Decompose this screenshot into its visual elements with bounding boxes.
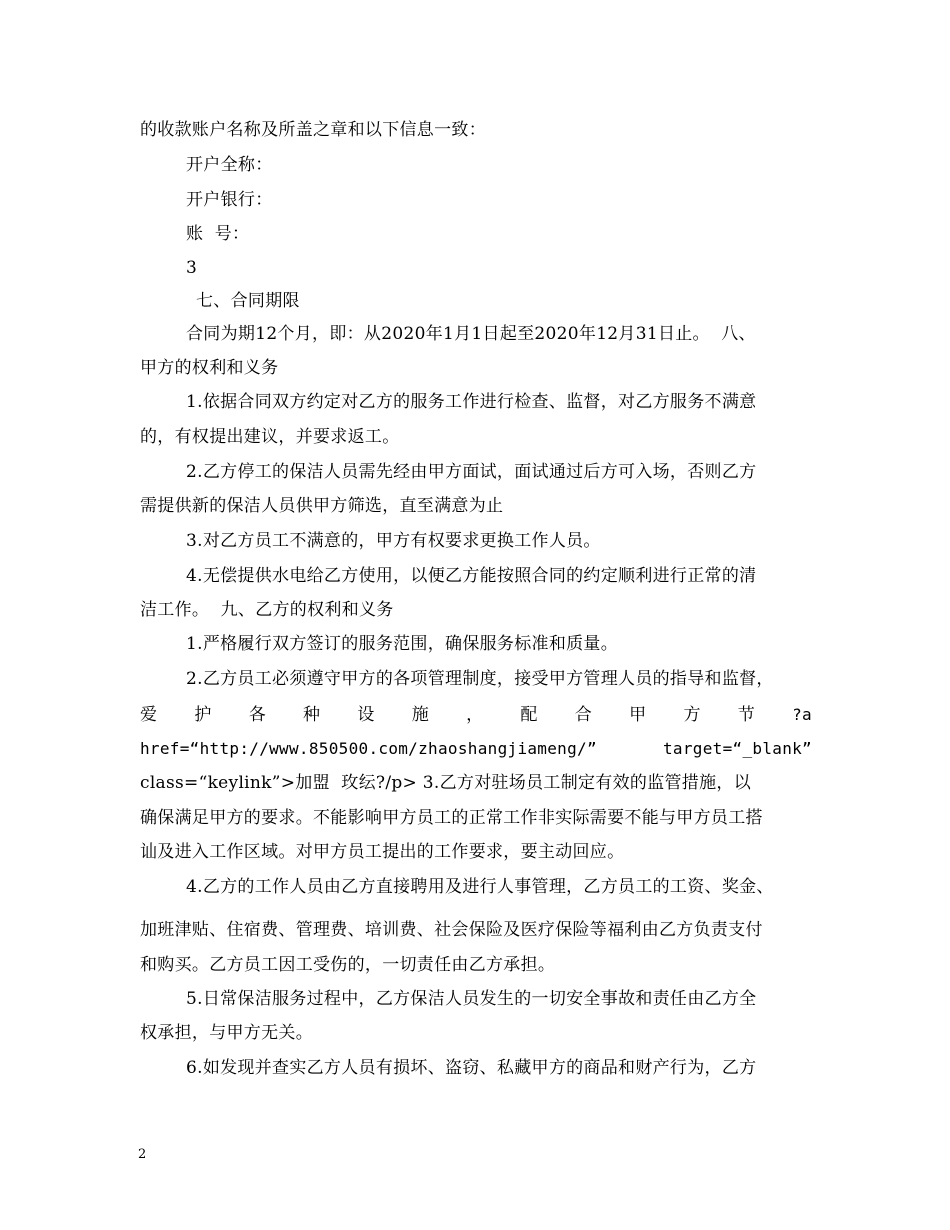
word: ， bbox=[466, 705, 484, 725]
word: 设 bbox=[357, 705, 375, 725]
text-line: class=“keylink”>加盟 玫纭?/p> 3.乙方对驻场员工制定有效的监管措施，以 bbox=[140, 773, 751, 793]
account-name-label: 开户全称： bbox=[186, 155, 273, 175]
code-line bbox=[140, 737, 812, 761]
text-line: 讪及进入工作区域。对甲方员工提出的工作要求，要主动回应。 bbox=[140, 842, 625, 862]
account-bank-label: 开户银行： bbox=[186, 190, 273, 210]
account-number-label: 账 号： bbox=[186, 224, 250, 244]
text-line: 4.乙方的工作人员由乙方直接聘用及进行人事管理，乙方员工的工资、奖金、 bbox=[186, 877, 774, 897]
word: 护 bbox=[194, 705, 212, 725]
word: 各 bbox=[248, 705, 266, 725]
text-line: 2.乙方停工的保洁人员需先经由甲方面试，面试通过后方可入场，否则乙方 bbox=[186, 462, 757, 482]
word: 爱 bbox=[140, 705, 158, 725]
word: ?a bbox=[792, 705, 812, 724]
justified-line bbox=[140, 703, 812, 727]
word: 合 bbox=[574, 705, 593, 725]
text-line: 的，有权提出建议，并要求返工。 bbox=[140, 427, 400, 447]
inline-number: 3 bbox=[186, 258, 198, 278]
text-line: 2.乙方员工必须遵守甲方的各项管理制度，接受甲方管理人员的指导和监督， bbox=[186, 669, 774, 689]
code-target: target=“_blank” bbox=[663, 739, 812, 758]
text-line: 4.无偿提供水电给乙方使用，以便乙方能按照合同的约定顺利进行正常的清 bbox=[186, 566, 757, 586]
text-line: 1.依据合同双方约定对乙方的服务工作进行检查、监督，对乙方服务不满意 bbox=[186, 392, 757, 412]
text-line: 确保满足甲方的要求。不能影响甲方员工的正常工作非实际需要不能与甲方员工搭 bbox=[140, 808, 763, 828]
text-line: 合同为期12个月，即：从2020年1月1日起至2020年12月31日止。 八、 bbox=[186, 324, 756, 344]
section-heading-party-a: 甲方的权利和义务 bbox=[140, 358, 279, 378]
text-line: 需提供新的保洁人员供甲方筛选，直至满意为止 bbox=[140, 496, 504, 516]
word: 节 bbox=[737, 705, 756, 725]
code-href: href=“http://www.850500.com/zhaoshangjiameng/” bbox=[140, 739, 597, 758]
word: 配 bbox=[520, 705, 538, 725]
word: 种 bbox=[303, 705, 321, 725]
text-line: 3.对乙方员工不满意的，甲方有权要求更换工作人员。 bbox=[186, 531, 601, 551]
page-number: 2 bbox=[138, 1147, 147, 1162]
word: 方 bbox=[683, 705, 701, 725]
section-heading-party-b: 洁工作。 九、乙方的权利和义务 bbox=[140, 600, 394, 620]
text-line: 5.日常保洁服务过程中，乙方保洁人员发生的一切安全事故和责任由乙方全 bbox=[186, 989, 757, 1009]
text-line: 1.严格履行双方签订的服务范围，确保服务标准和质量。 bbox=[186, 634, 619, 654]
word: 甲 bbox=[629, 705, 647, 725]
text-line: 6.如发现并查实乙方人员有损坏、盗窃、私藏甲方的商品和财产行为，乙方 bbox=[186, 1058, 757, 1078]
text-line: 权承担，与甲方无关。 bbox=[140, 1023, 313, 1043]
text-line: 加班津贴、住宿费、管理费、培训费、社会保险及医疗保险等福利由乙方负责支付 bbox=[140, 920, 763, 940]
text-line: 的收款账户名称及所盖之章和以下信息一致： bbox=[140, 120, 486, 140]
section-heading-contract-term: 七、合同期限 bbox=[196, 291, 300, 311]
text-line: 和购买。乙方员工因工受伤的，一切责任由乙方承担。 bbox=[140, 955, 556, 975]
word: 施 bbox=[411, 705, 430, 725]
